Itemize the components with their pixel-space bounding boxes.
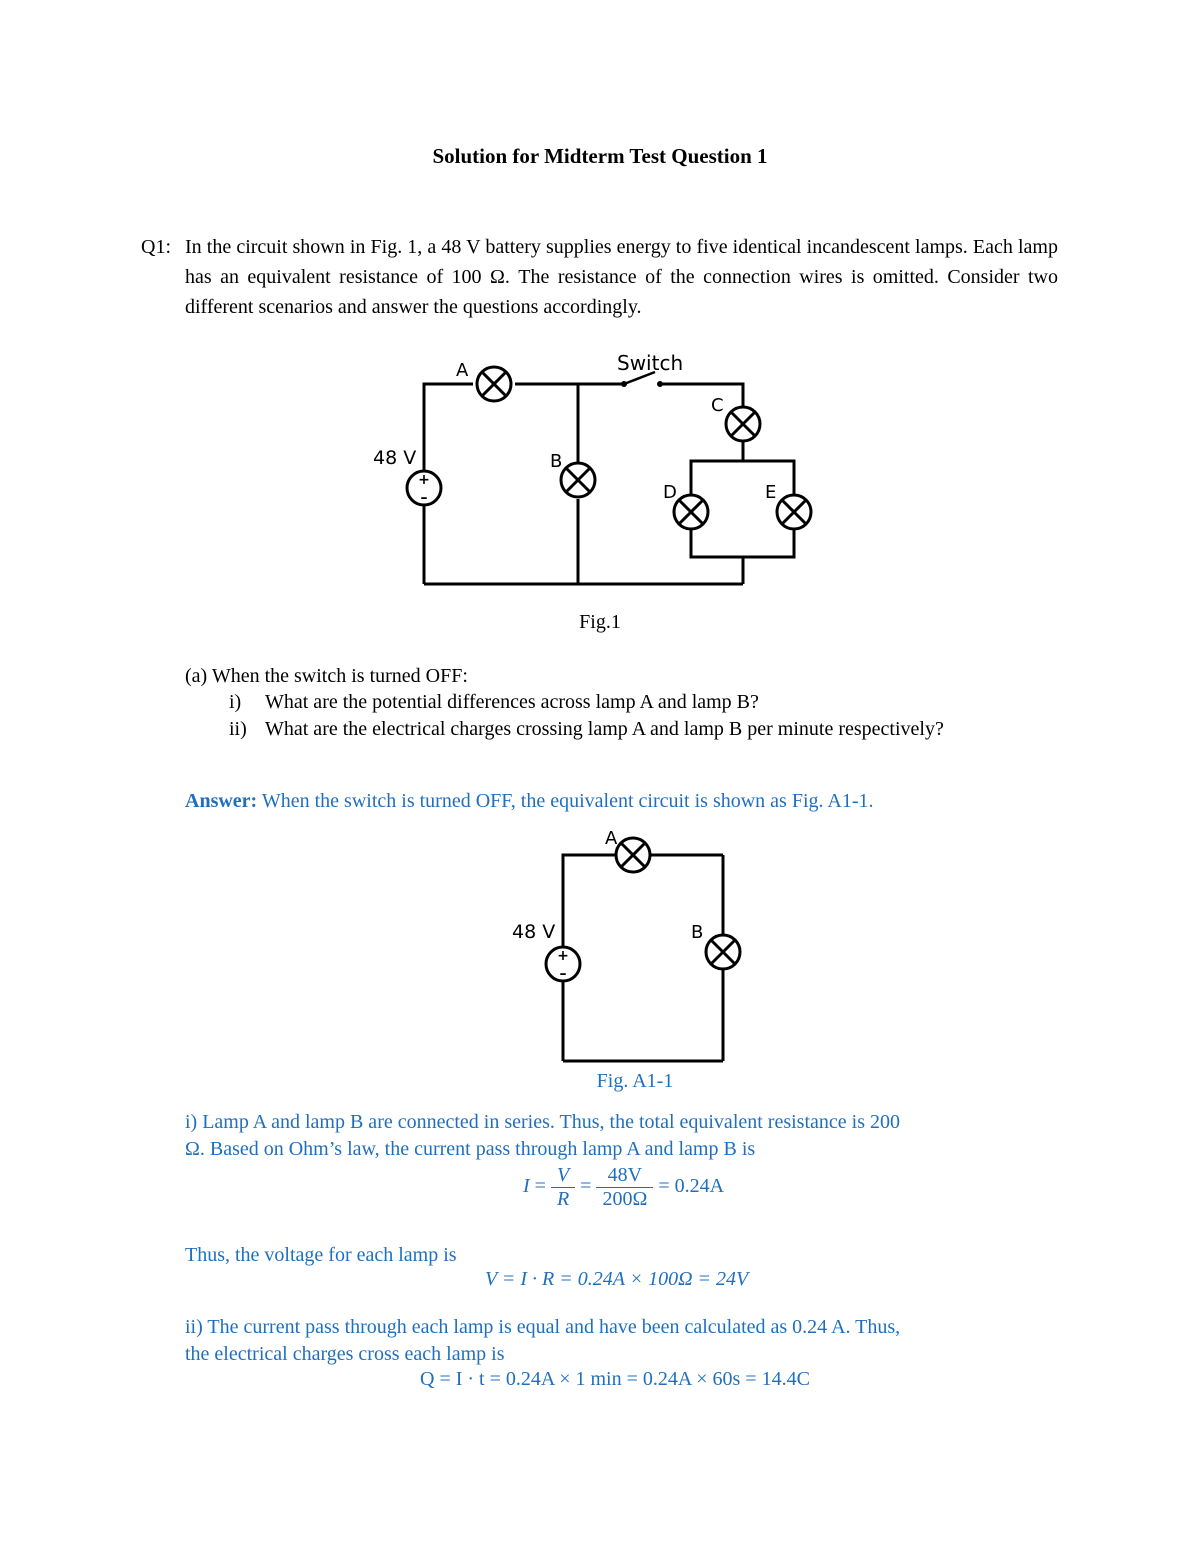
part-a-i-text: What are the potential differences across lamp A and lamp B? bbox=[265, 691, 759, 713]
answer-i-line1: i) Lamp A and lamp B are connected in series. Thus, the total equivalent resistance is 200 bbox=[185, 1111, 900, 1133]
battery-a1-minus: – bbox=[559, 966, 567, 982]
lamp-a1-b-icon bbox=[706, 935, 740, 969]
lamp-c-label: C bbox=[711, 395, 724, 416]
question-text: In the circuit shown in Fig. 1, a 48 V battery supplies energy to five identical incandescent lamps. Each lamp has an equivalent resistance of 100 Ω. The resistance of the connection wires is omitted. Consider two different scenarios and answer the questions accordingly. bbox=[185, 236, 1058, 318]
eq1-result: = 0.24A bbox=[658, 1175, 725, 1198]
battery-a1-label: 48 V bbox=[512, 921, 556, 943]
wire-de-bottom bbox=[691, 530, 794, 557]
lamp-a1-b-label: B bbox=[691, 922, 704, 943]
eq1-num1: V bbox=[556, 1164, 570, 1186]
wire-a1-left-top bbox=[563, 855, 615, 946]
eq1-den2: 200Ω bbox=[602, 1188, 648, 1210]
lamp-a1-a-icon bbox=[616, 838, 650, 872]
lamp-e-label: E bbox=[765, 482, 777, 503]
part-a-i-label: i) bbox=[229, 691, 242, 713]
battery-a1-plus: + bbox=[557, 948, 569, 964]
equation-charge: Q = I · t = 0.24A × 1 min = 0.24A × 60s = 14.4C bbox=[420, 1368, 810, 1390]
answer-text: When the switch is turned OFF, the equivalent circuit is shown as Fig. A1-1. bbox=[257, 790, 874, 812]
lamp-b-icon bbox=[561, 463, 595, 497]
part-a-ii-text: What are the electrical charges crossing lamp A and lamp B per minute respectively? bbox=[265, 718, 944, 740]
battery-symbol bbox=[407, 471, 441, 506]
wire-left-top bbox=[424, 384, 473, 470]
fig1-caption: Fig.1 bbox=[579, 611, 621, 633]
answer-label: Answer: bbox=[185, 790, 258, 812]
equation-current bbox=[523, 1164, 724, 1211]
lamp-d-icon bbox=[674, 495, 708, 529]
answer-thus-voltage: Thus, the voltage for each lamp is bbox=[185, 1244, 457, 1266]
answer-i-line2: Ω. Based on Ohm’s law, the current pass through lamp A and lamp B is bbox=[185, 1138, 756, 1160]
eq1-lhs: I bbox=[523, 1175, 530, 1198]
lamp-a-label: A bbox=[456, 360, 469, 381]
switch-label: Switch bbox=[617, 351, 684, 375]
answer-ii-line2: the electrical charges cross each lamp is bbox=[185, 1343, 505, 1365]
battery-minus: – bbox=[420, 490, 428, 506]
battery-label: 48 V bbox=[373, 447, 417, 469]
page-title: Solution for Midterm Test Question 1 bbox=[432, 144, 768, 168]
lamp-d-label: D bbox=[663, 482, 677, 503]
lamp-a1-a-label: A bbox=[605, 828, 618, 849]
lamp-c-icon bbox=[726, 407, 760, 441]
answer-ii-line1: ii) The current pass through each lamp is equal and have been calculated as 0.24 A. Thus, bbox=[185, 1316, 901, 1338]
eq1-equals-1: = bbox=[534, 1175, 546, 1198]
battery-plus: + bbox=[418, 472, 430, 488]
lamp-a-icon bbox=[477, 367, 511, 401]
wire-switch-right bbox=[660, 384, 743, 406]
fig-a1-caption: Fig. A1-1 bbox=[596, 1070, 674, 1092]
question-label: Q1: bbox=[141, 236, 171, 258]
part-a-ii-label: ii) bbox=[229, 718, 247, 740]
wire-de-top bbox=[691, 461, 794, 494]
lamp-b-label: B bbox=[550, 451, 563, 472]
eq1-den1: R bbox=[556, 1188, 570, 1210]
lamp-e-icon bbox=[777, 495, 811, 529]
equation-voltage: V = I · R = 0.24A × 100Ω = 24V bbox=[485, 1268, 749, 1290]
battery-a1-symbol bbox=[546, 947, 580, 982]
eq1-num2: 48V bbox=[596, 1164, 653, 1188]
answer-intro bbox=[185, 787, 874, 815]
part-a-intro: (a) When the switch is turned OFF: bbox=[185, 665, 468, 687]
eq1-equals-2: = bbox=[580, 1175, 592, 1198]
